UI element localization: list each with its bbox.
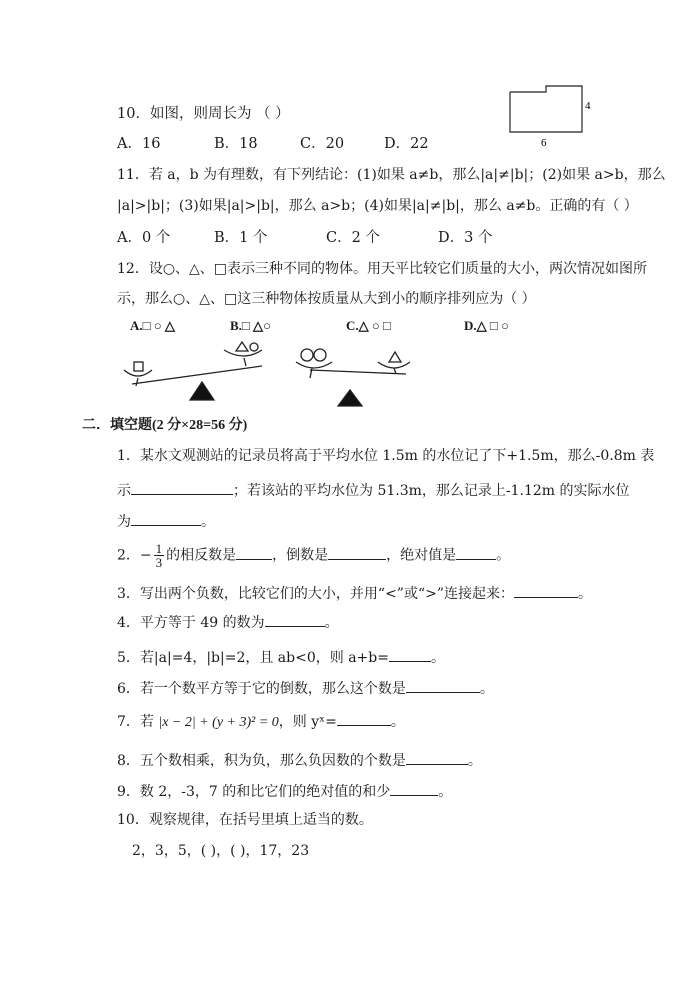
- f5-blank[interactable]: [389, 645, 431, 662]
- balance-left-hanger-left: [136, 378, 138, 386]
- f1-line1: 1．某水文观测站的记录员将高于平均水位 1.5m 的水位记了下+1.5m，那么-0.8m 表: [117, 448, 655, 464]
- q12-option-d: D.△ □ ○: [464, 318, 509, 333]
- balance-left-base: [190, 382, 214, 400]
- f9-text: 9．数 2，-3，7 的和比它们的绝对值的和少: [117, 784, 391, 800]
- f5-end: 。: [430, 650, 445, 666]
- triangle-icon: [236, 342, 248, 351]
- f5-text: 5．若|a|=4，|b|=2，且 ab<0，则 a+b=: [117, 650, 389, 666]
- f5-line: [117, 645, 445, 668]
- f8-line: [117, 748, 482, 771]
- q11-option-b: B．1 个: [214, 230, 268, 246]
- f7-line: [117, 709, 405, 733]
- f2-t2: ，倒数是: [272, 547, 329, 564]
- f7-blank[interactable]: [337, 709, 391, 726]
- q12-balance-figures: [110, 338, 440, 410]
- f1-blank-2[interactable]: [131, 509, 201, 526]
- f4-line: [117, 610, 339, 633]
- f1-blank-1[interactable]: [131, 478, 233, 495]
- f1-line2-prefix: 示: [117, 483, 131, 499]
- q12-option-c: C.△ ○ □: [346, 318, 391, 333]
- f4-blank[interactable]: [265, 610, 325, 627]
- balance-right: [296, 349, 410, 406]
- f6-line: [117, 676, 494, 699]
- q11-option-a: A．0 个: [117, 230, 171, 246]
- f4-text: 4．平方等于 49 的数为: [117, 615, 265, 631]
- f1-line2-rest: ；若该站的平均水位为 51.3m，那么记录上-1.12m 的实际水位: [233, 483, 630, 499]
- q10-figure: [500, 84, 600, 150]
- q10-stem: 10．如图，则周长为 （ ）: [117, 106, 290, 122]
- f4-end: 。: [324, 615, 339, 631]
- triangle-icon: [389, 352, 401, 362]
- f10-line1: 10．观察规律，在括号里填上适当的数。: [117, 812, 373, 828]
- q12-line1: 12．设○、△、□表示三种不同的物体。用天平比较它们质量的大小，两次情况如图所: [117, 261, 648, 277]
- q12-option-b: B.□ △○: [230, 318, 271, 333]
- f3-line: [117, 581, 592, 604]
- f9-blank[interactable]: [390, 779, 438, 796]
- f2-blank-reciprocal[interactable]: [328, 543, 386, 560]
- f7-mid: ，则 yˣ=: [278, 714, 337, 730]
- f2-blank-opposite[interactable]: [236, 543, 272, 560]
- f1-line3-prefix: 为: [117, 514, 131, 530]
- q12-option-a: A.□ ○ △: [130, 318, 175, 333]
- f9-line: [117, 779, 452, 802]
- q10-figure-height: 4: [585, 100, 591, 112]
- f1-line3: [117, 509, 215, 532]
- square-icon: [134, 362, 143, 371]
- f3-text: 3．写出两个负数，比较它们的大小，并用“<”或“>”连接起来：: [117, 586, 514, 602]
- balance-left-beam: [132, 366, 262, 384]
- q10-option-c: C．20: [300, 136, 345, 152]
- f9-end: 。: [438, 784, 453, 800]
- f2-prefix: 2．: [117, 547, 140, 564]
- f6-text: 6．若一个数平方等于它的倒数，那么这个数是: [117, 681, 406, 697]
- q10-option-d: D．22: [384, 136, 429, 152]
- circle-icon: [301, 349, 313, 361]
- f2-fraction: [154, 542, 165, 569]
- q12-line2: 示，那么○、△、□这三种物体按质量从大到小的顺序排列应为（ ）: [117, 291, 536, 307]
- f6-blank[interactable]: [406, 676, 480, 693]
- q11-line2: |a|>|b|；(3)如果|a|>|b|，那么 a>b；(4)如果|a|≠|b|，那么 a≠b。正确的有（ ）: [117, 198, 638, 214]
- f2-t1: 的相反数是: [166, 547, 237, 564]
- f8-end: 。: [467, 753, 482, 769]
- q10-figure-width: 6: [541, 137, 547, 149]
- balance-right-base: [338, 390, 362, 406]
- f6-end: 。: [479, 681, 494, 697]
- f2-blank-abs[interactable]: [456, 543, 496, 560]
- q11-line1: 11．若 a，b 为有理数，有下列结论：(1)如果 a≠b，那么|a|≠|b|；(2)如果 a>b，那么: [117, 167, 666, 183]
- f7-end: 。: [390, 714, 405, 730]
- q11-option-c: C．2 个: [326, 230, 380, 246]
- f2-t3: ，绝对值是: [386, 547, 457, 564]
- f3-end: 。: [578, 586, 592, 602]
- q10-option-a: A．16: [117, 136, 161, 152]
- balance-right-pan-right: [378, 362, 410, 368]
- f2-line: [117, 542, 510, 569]
- f2-denominator: 3: [155, 555, 163, 570]
- f1-line2: [117, 478, 630, 501]
- q11-option-d: D．3 个: [438, 230, 493, 246]
- f7-expression: |x − 2| + (y + 3)² = 0: [158, 715, 279, 730]
- f3-blank[interactable]: [514, 581, 578, 598]
- q10-figure-outline: [510, 86, 582, 132]
- balance-left: [124, 342, 262, 400]
- balance-left-hanger-right: [244, 358, 246, 366]
- q10-option-b: B．18: [214, 136, 258, 152]
- f7-text: 7．若: [117, 714, 159, 730]
- f2-numerator: 1: [155, 541, 163, 556]
- balance-right-beam: [310, 370, 406, 374]
- f1-line3-end: 。: [201, 514, 215, 530]
- circle-icon: [314, 349, 326, 361]
- section-title: 二．填空题(2 分×28=56 分): [82, 418, 248, 433]
- f10-line2: 2，3，5，( )，( )，17，23: [132, 843, 310, 859]
- balance-right-pan-left: [296, 362, 332, 368]
- f8-blank[interactable]: [406, 748, 468, 765]
- f2-minus: −: [139, 547, 152, 564]
- f8-text: 8．五个数相乘，积为负，那么负因数的个数是: [117, 753, 406, 769]
- f2-t4: 。: [496, 547, 511, 564]
- circle-icon: [250, 343, 258, 351]
